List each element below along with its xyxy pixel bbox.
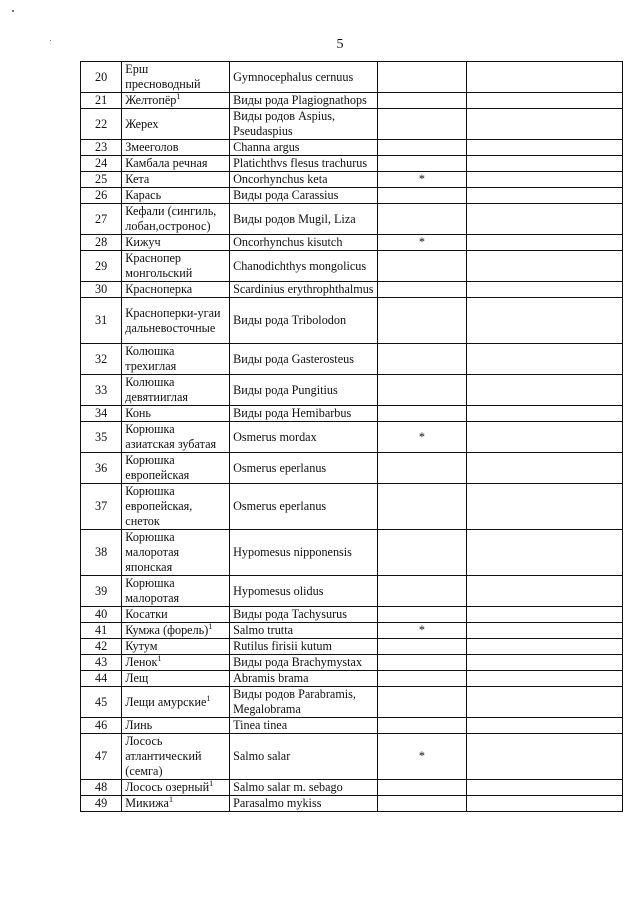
row-number: 23	[81, 140, 122, 156]
russian-name-text: Кижуч	[125, 235, 161, 249]
russian-name	[122, 484, 230, 530]
asterisk-mark	[378, 204, 467, 235]
row-number: 43	[81, 655, 122, 671]
table-row	[81, 484, 623, 530]
asterisk-mark	[378, 576, 467, 607]
russian-name-text: Микижа	[125, 796, 169, 810]
latin-name: Parasalmo mykiss	[230, 796, 378, 812]
row-number: 40	[81, 607, 122, 623]
row-number: 25	[81, 172, 122, 188]
table-row	[81, 576, 623, 607]
table-row	[81, 453, 623, 484]
empty-cell	[466, 156, 622, 172]
latin-name: Abramis brama	[230, 671, 378, 687]
footnote-marker: 1	[157, 654, 162, 663]
table-row	[81, 655, 623, 671]
table-row	[81, 282, 623, 298]
russian-name	[122, 62, 230, 93]
latin-name: Salmo trutta	[230, 623, 378, 639]
empty-cell	[466, 484, 622, 530]
empty-cell	[466, 188, 622, 204]
footnote-marker: 1	[168, 795, 173, 804]
row-number: 28	[81, 235, 122, 251]
table-row	[81, 204, 623, 235]
latin-name: Виды родов Aspius, Pseudaspius	[230, 109, 378, 140]
asterisk-mark	[378, 530, 467, 576]
row-number: 27	[81, 204, 122, 235]
table-row	[81, 607, 623, 623]
empty-cell	[466, 576, 622, 607]
russian-name	[122, 422, 230, 453]
footnote-marker: 1	[176, 92, 181, 101]
russian-name	[122, 406, 230, 422]
footnote-marker: 1	[209, 779, 214, 788]
russian-name-text: Лосось озерный	[125, 780, 210, 794]
latin-name: Tinea tinea	[230, 718, 378, 734]
asterisk-mark: *	[378, 235, 467, 251]
russian-name	[122, 607, 230, 623]
table-row	[81, 671, 623, 687]
russian-name	[122, 655, 230, 671]
table-row	[81, 188, 623, 204]
latin-name: Виды родов Parabramis, Megalobrama	[230, 687, 378, 718]
fish-species-table	[80, 61, 623, 812]
row-number: 36	[81, 453, 122, 484]
asterisk-mark	[378, 671, 467, 687]
russian-name	[122, 344, 230, 375]
russian-name	[122, 93, 230, 109]
russian-name	[122, 576, 230, 607]
row-number: 41	[81, 623, 122, 639]
table-row	[81, 639, 623, 655]
russian-name	[122, 671, 230, 687]
russian-name-text: Жерех	[125, 116, 159, 131]
empty-cell	[466, 62, 622, 93]
asterisk-mark	[378, 282, 467, 298]
russian-name	[122, 796, 230, 812]
row-number: 30	[81, 282, 122, 298]
russian-name	[122, 298, 230, 344]
table-row	[81, 298, 623, 344]
row-number: 45	[81, 687, 122, 718]
russian-name-text: Лещи амурские	[125, 694, 207, 709]
latin-name: Виды родов Mugil, Liza	[230, 204, 378, 235]
russian-name-text: Колюшка трехиглая	[125, 344, 177, 373]
russian-name-text: Конь	[125, 406, 151, 420]
asterisk-mark	[378, 62, 467, 93]
russian-name-text: Корюшка малоротая	[125, 576, 180, 605]
row-number: 38	[81, 530, 122, 576]
row-number: 42	[81, 639, 122, 655]
table-row	[81, 780, 623, 796]
russian-name-text: Ленок	[125, 655, 158, 669]
empty-cell	[466, 734, 622, 780]
empty-cell	[466, 235, 622, 251]
russian-name-text: Колюшка девятииглая	[125, 375, 188, 404]
empty-cell	[466, 422, 622, 453]
empty-cell	[466, 251, 622, 282]
empty-cell	[466, 140, 622, 156]
latin-name: Salmo salar m. sebago	[230, 780, 378, 796]
latin-name: Gymnocephalus cernuus	[230, 62, 378, 93]
russian-name-text: Кутум	[125, 639, 158, 653]
table-row	[81, 251, 623, 282]
russian-name	[122, 109, 230, 140]
russian-name	[122, 251, 230, 282]
latin-name: Platichthvs flesus trachurus	[230, 156, 378, 172]
empty-cell	[466, 530, 622, 576]
empty-cell	[466, 375, 622, 406]
latin-name: Oncorhynchus kisutch	[230, 235, 378, 251]
empty-cell	[466, 406, 622, 422]
asterisk-mark	[378, 687, 467, 718]
empty-cell	[466, 687, 622, 718]
latin-name: Виды рода Hemibarbus	[230, 406, 378, 422]
russian-name-text: Лещ	[125, 671, 149, 685]
russian-name	[122, 204, 230, 235]
russian-name	[122, 453, 230, 484]
row-number: 47	[81, 734, 122, 780]
empty-cell	[466, 298, 622, 344]
latin-name: Oncorhynchus keta	[230, 172, 378, 188]
asterisk-mark	[378, 453, 467, 484]
russian-name	[122, 780, 230, 796]
asterisk-mark	[378, 655, 467, 671]
asterisk-mark	[378, 298, 467, 344]
asterisk-mark	[378, 344, 467, 375]
asterisk-mark	[378, 109, 467, 140]
empty-cell	[466, 639, 622, 655]
russian-name-text: Краснoперка	[125, 282, 193, 296]
row-number: 37	[81, 484, 122, 530]
latin-name: Scardinius erythrophthalmus	[230, 282, 378, 298]
asterisk-mark	[378, 796, 467, 812]
row-number: 33	[81, 375, 122, 406]
russian-name	[122, 718, 230, 734]
asterisk-mark: *	[378, 422, 467, 453]
asterisk-mark	[378, 156, 467, 172]
page-number: 5	[336, 37, 344, 52]
asterisk-mark	[378, 140, 467, 156]
table-row	[81, 422, 623, 453]
russian-name-text: Корюшка азиатская зубатая	[125, 422, 217, 451]
footnote-marker: 1	[206, 693, 211, 703]
russian-name	[122, 172, 230, 188]
russian-name-text: Корюшка малоротая японская	[125, 530, 180, 574]
table-row	[81, 156, 623, 172]
latin-name: Виды рода Gasterosteus	[230, 344, 378, 375]
table-row	[81, 530, 623, 576]
row-number: 39	[81, 576, 122, 607]
table-row	[81, 172, 623, 188]
row-number: 48	[81, 780, 122, 796]
table-row	[81, 623, 623, 639]
row-number: 46	[81, 718, 122, 734]
russian-name	[122, 156, 230, 172]
table-row	[81, 718, 623, 734]
latin-name: Hypomesus olidus	[230, 576, 378, 607]
asterisk-mark: *	[378, 623, 467, 639]
russian-name-text: Ерш пресноводный	[125, 62, 201, 91]
latin-name: Channa argus	[230, 140, 378, 156]
table-row	[81, 406, 623, 422]
row-number: 29	[81, 251, 122, 282]
row-number: 21	[81, 93, 122, 109]
latin-name: Osmerus eperlanus	[230, 484, 378, 530]
asterisk-mark	[378, 607, 467, 623]
table-row	[81, 62, 623, 93]
table-row	[81, 235, 623, 251]
latin-name: Chanodichthys mongolicus	[230, 251, 378, 282]
russian-name	[122, 140, 230, 156]
empty-cell	[466, 93, 622, 109]
asterisk-mark	[378, 251, 467, 282]
empty-cell	[466, 623, 622, 639]
empty-cell	[466, 780, 622, 796]
row-number: 34	[81, 406, 122, 422]
asterisk-mark	[378, 375, 467, 406]
scan-speck	[12, 10, 14, 12]
empty-cell	[466, 453, 622, 484]
latin-name: Виды рода Plagiognathops	[230, 93, 378, 109]
row-number: 20	[81, 62, 122, 93]
asterisk-mark: *	[378, 172, 467, 188]
row-number: 26	[81, 188, 122, 204]
latin-name: Salmo salar	[230, 734, 378, 780]
row-number: 31	[81, 298, 122, 344]
russian-name	[122, 687, 230, 718]
empty-cell	[466, 204, 622, 235]
empty-cell	[466, 344, 622, 375]
footnote-marker: 1	[208, 622, 213, 631]
russian-name-text: Краснoперки-угаи дальневосточные	[125, 305, 221, 335]
empty-cell	[466, 282, 622, 298]
row-number: 44	[81, 671, 122, 687]
asterisk-mark	[378, 484, 467, 530]
latin-name: Виды рода Pungitius	[230, 375, 378, 406]
asterisk-mark: *	[378, 734, 467, 780]
asterisk-mark	[378, 780, 467, 796]
russian-name-text: Кумжа (форель)	[125, 623, 209, 637]
russian-name	[122, 639, 230, 655]
empty-cell	[466, 655, 622, 671]
empty-cell	[466, 172, 622, 188]
russian-name-text: Змееголов	[125, 140, 179, 154]
latin-name: Osmerus eperlanus	[230, 453, 378, 484]
empty-cell	[466, 109, 622, 140]
latin-name: Hypomesus nipponensis	[230, 530, 378, 576]
row-number: 32	[81, 344, 122, 375]
russian-name-text: Кета	[125, 172, 150, 186]
russian-name	[122, 375, 230, 406]
empty-cell	[466, 671, 622, 687]
latin-name: Виды рода Tachysurus	[230, 607, 378, 623]
asterisk-mark	[378, 93, 467, 109]
table-row	[81, 796, 623, 812]
row-number: 35	[81, 422, 122, 453]
russian-name-text: Лосось атлантический (семга)	[125, 734, 202, 778]
table-row	[81, 734, 623, 780]
table-row	[81, 375, 623, 406]
russian-name-text: Кефали (сингиль, лобан,остронос)	[125, 204, 217, 233]
asterisk-mark	[378, 188, 467, 204]
table-row	[81, 93, 623, 109]
russian-name-text: Краснопер монгольский	[125, 251, 193, 280]
latin-name: Rutilus firisii kutum	[230, 639, 378, 655]
russian-name-text: Корюшка европейская	[125, 453, 190, 482]
latin-name: Osmerus mordax	[230, 422, 378, 453]
latin-name: Виды рода Brachymystax	[230, 655, 378, 671]
russian-name	[122, 530, 230, 576]
russian-name	[122, 282, 230, 298]
asterisk-mark	[378, 639, 467, 655]
russian-name	[122, 188, 230, 204]
empty-cell	[466, 607, 622, 623]
russian-name-text: Камбала речная	[125, 156, 208, 170]
row-number: 49	[81, 796, 122, 812]
empty-cell	[466, 718, 622, 734]
russian-name-text: Карась	[125, 188, 162, 202]
russian-name	[122, 734, 230, 780]
russian-name	[122, 235, 230, 251]
russian-name-text: Корюшка европейская, снеток	[125, 484, 193, 528]
latin-name: Виды рода Tribolodon	[230, 298, 378, 344]
table-row	[81, 140, 623, 156]
latin-name: Виды рода Carassius	[230, 188, 378, 204]
empty-cell	[466, 796, 622, 812]
table-row	[81, 344, 623, 375]
table-row	[81, 687, 623, 718]
table-row	[81, 109, 623, 140]
russian-name-text: Косатки	[125, 607, 168, 621]
russian-name-text: Линь	[125, 718, 153, 732]
asterisk-mark	[378, 406, 467, 422]
row-number: 24	[81, 156, 122, 172]
russian-name	[122, 623, 230, 639]
russian-name-text: Желтопёр	[125, 93, 177, 107]
asterisk-mark	[378, 718, 467, 734]
row-number: 22	[81, 109, 122, 140]
